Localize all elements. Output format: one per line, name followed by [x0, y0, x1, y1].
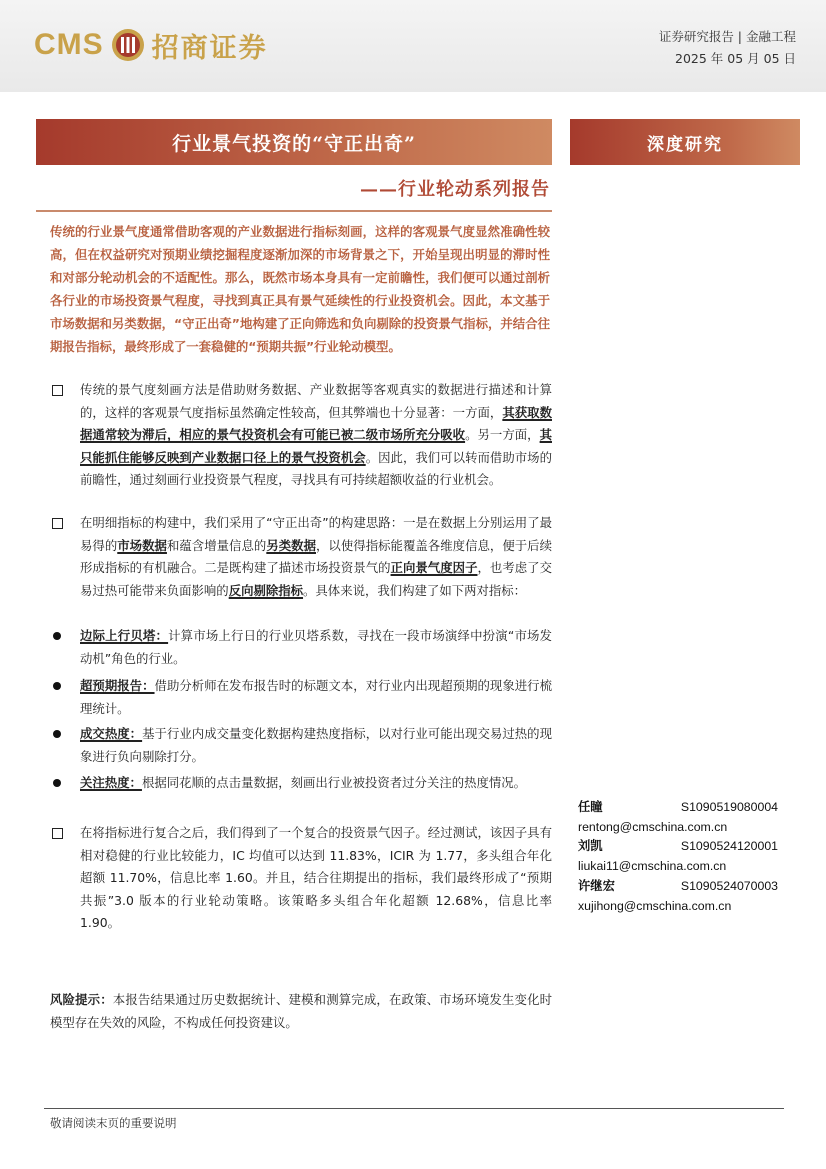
report-date: 2025 年 05 月 05 日: [675, 51, 796, 66]
bullet-dot-icon: [50, 772, 64, 796]
bullet-item: [50, 772, 552, 795]
bullet-dot-icon: [50, 675, 64, 699]
list-item: [50, 379, 552, 492]
logo-emblem-icon: [110, 27, 146, 63]
list-item-text: 传统的景气度刻画方法是借助财务数据、产业数据等客观真实的数据进行描述和计算的，这样的客观景气度指标虽然确定性较高，但其弊端也十分显著：一方面，其获取数据通常较为滞后，相应的景气投资机会有可能已被二级市场所充分吸收。另一方面，其只能抓住能够反映到产业数据口径上的景气投资机会。因此，我们可以转而借助市场的前瞻性，通过刻画行业投资景气程度，寻找具有可持续超额收益的行业机会。: [80, 382, 552, 488]
bullet-item: [50, 625, 552, 670]
bullet-item: [50, 675, 552, 720]
report-title: 行业景气投资的“守正出奇”: [172, 132, 416, 155]
checkbox-bullet-icon: [50, 512, 64, 538]
author-name: 任瞳: [578, 800, 603, 814]
bullet-dot-icon: [50, 723, 64, 747]
bullet-label: 成交热度：: [80, 726, 143, 741]
footer-note: 敬请阅读末页的重要说明: [50, 1116, 177, 1130]
bullet-label: 关注热度：: [80, 775, 142, 790]
author-email[interactable]: xujihong@cmschina.com.cn: [578, 898, 732, 913]
logo-cn: 招商证券: [151, 32, 268, 64]
bullet-text: 基于行业内成交量变化数据构建热度指标，以对行业可能出现交易过热的现象进行负向剔除打分。: [80, 726, 552, 764]
checkbox-bullet-icon: [50, 822, 64, 848]
risk-label: 风险提示：: [50, 992, 113, 1007]
subtitle-divider: [36, 210, 552, 212]
author-license-id: S1090524120001: [680, 839, 778, 854]
bullet-text: 借助分析师在发布报告时的标题文本，对行业内出现超预期的现象进行梳理统计。: [80, 678, 552, 716]
abstract: 传统的行业景气度通常借助客观的产业数据进行指标刻画，这样的客观景气度显然准确性较高，但在权益研究对预期业绩挖掘程度逐渐加深的市场背景之下，开始呈现出明显的滞时性和对部分轮动机会的不适配性。那么，既然市场本身具有一定前瞻性，我们便可以通过剖析各行业的市场投资景气程度，寻找到真正具有景气延续性的行业投资机会。因此，本文基于市场数据和另类数据，“守正出奇”地构建了正向筛选和负向剔除的投资景气指标，并结合往期报告指标，最终形成了一套稳健的“预期共振”行业轮动模型。: [50, 224, 550, 354]
author-list: [578, 798, 802, 916]
footer-divider: [44, 1108, 784, 1109]
author-row: [578, 798, 802, 818]
author-row: [578, 837, 802, 857]
author-row: [578, 877, 802, 897]
report-subtitle: ——行业轮动系列报告: [360, 179, 550, 200]
author-name: 刘凯: [578, 839, 603, 854]
category-bar: [570, 119, 800, 165]
bullet-text: 根据同花顺的点击量数据，刻画出行业被投资者过分关注的热度情况。: [141, 775, 527, 790]
list-item-text: 在明细指标的构建中，我们采用了“守正出奇”的构建思路：一是在数据上分别运用了最易得的市场数据和蕴含增量信息的另类数据，以使得指标能覆盖各维度信息，便于后续形成指标的有机融合。二是既构建了描述市场投资景气的正向景气度因子，也考虑了交易过热可能带来负面影响的反向剔除指标。具体来说，我们构建了如下两对指标：: [80, 515, 552, 598]
author-email[interactable]: liukai11@cmschina.com.cn: [578, 859, 727, 874]
bullet-label: 边际上行贝塔：: [80, 628, 169, 643]
report-meta: [659, 26, 796, 70]
company-logo: [34, 20, 268, 70]
title-bar: [36, 119, 552, 165]
author-name: 许继宏: [578, 878, 615, 893]
list-item: [50, 822, 552, 935]
bullet-label: 超预期报告：: [80, 678, 155, 693]
bullet-text: 计算市场上行日的行业贝塔系数，寻找在一段市场演绎中扮演“市场发动机”角色的行业。: [80, 628, 553, 666]
risk-warning: [50, 988, 552, 1034]
list-item: [50, 512, 552, 602]
author-license-id: S1090524070003: [680, 878, 778, 893]
risk-text: 本报告结果通过历史数据统计、建模和测算完成，在政策、市场环境发生变化时模型存在失效的风险，不构成任何投资建议。: [50, 992, 553, 1030]
author-license-id: S1090519080004: [680, 800, 778, 814]
bullet-item: [50, 723, 552, 768]
report-category: 深度研究: [647, 134, 723, 155]
report-type: 证券研究报告 | 金融工程: [658, 29, 796, 44]
logo-latin: CMS: [34, 28, 104, 61]
bullet-dot-icon: [50, 625, 64, 649]
list-item-text: 在将指标进行复合之后，我们得到了一个复合的投资景气因子。经过测试，该因子具有相对稳健的行业比较能力，IC 均值可以达到 11.83%，ICIR 为 1.77，多头组合年化超额 11.70%，信息比率 1.60。并且，结合往期提出的指标，我们最终形成了“预期共振”3.0 版本的行业轮动策略。该策略多头组合年化超额 12.68%，信息比率 1.90。: [80, 825, 552, 931]
checkbox-bullet-icon: [50, 379, 64, 405]
author-email[interactable]: rentong@cmschina.com.cn: [578, 819, 728, 834]
